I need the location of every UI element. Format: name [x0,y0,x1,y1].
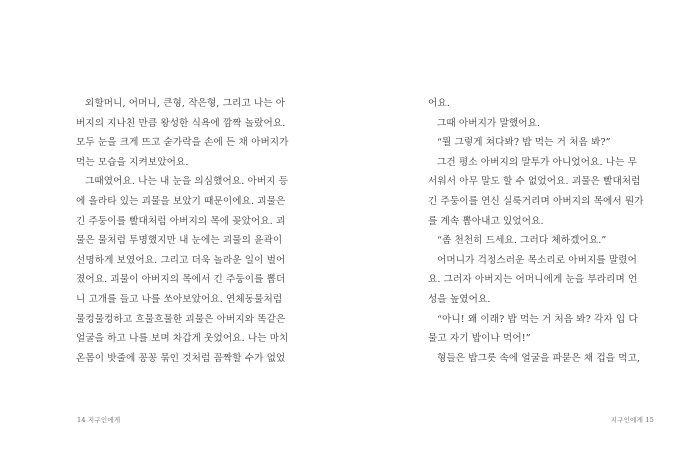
text-line: 긴 주둥이를 연신 실룩거리며 아버지의 목에서 뭔가 [428,195,644,207]
text-line: 어요. [428,98,450,109]
text-line: “아니! 왜 이래? 밥 먹는 거 처음 봐? 각자 입 다 [437,313,638,325]
right-page [350,0,700,461]
left-page-body [76,94,304,368]
right-page-body [428,94,656,368]
text-line: 성을 높였어요. [428,293,491,305]
text-line: 어머니가 걱정스러운 목소리로 아버지를 말렸어 [437,254,637,266]
text-line: 그때 아버지가 말했어요. [437,117,541,129]
text-line: 물고 자기 밥이나 먹어!” [428,333,531,345]
text-line: “좀 천천히 드세요. 그러다 체하겠어요.” [437,235,607,247]
text-line: 물은 물처럼 투명했지만 내 눈에는 괴물의 윤곽이 [76,235,283,247]
text-line: 서워서 아무 말도 할 수 없었어요. 괴물은 빨대처럼 [428,176,641,188]
text-line: 에 올라타 있는 괴물을 보았기 때문이에요. 괴물은 [76,195,286,207]
text-line: 외할머니, 어머니, 큰형, 작은형, 그리고 나는 아 [85,98,286,109]
text-line: 선명하게 보였어요. 그리고 더욱 놀라운 일이 벌어 [76,254,286,266]
text-line: 졌어요. 괴물이 아버지의 목에서 긴 주둥이를 뽑더 [76,274,286,286]
text-line: 물컹물컹하고 흐물흐물한 괴물은 아버지와 똑같은 [76,313,286,325]
text-line: 니 고개를 들고 나를 쏘아보았어요. 연체동물처럼 [76,293,283,305]
text-line: 요. 그러자 아버지는 어머니에게 눈을 부라리며 언 [428,274,638,286]
text-line: 모두 눈을 크게 뜨고 숟가락을 손에 든 채 아버지가 [76,137,289,149]
text-line: 그때였어요. 나는 내 눈을 의심했어요. 아버지 등 [85,176,289,188]
text-line: 긴 주둥이를 빨대처럼 아버지의 목에 꽂았어요. 괴 [76,215,286,227]
left-page-folio: 14 지구인에게 [77,416,121,424]
text-line: 를 계속 뽑아내고 있었어요. [428,215,544,227]
text-line: 버지의 지나친 만큼 왕성한 식욕에 깜짝 놀랐어요. [76,117,286,129]
text-line: 온몸이 밧줄에 꽁꽁 묶인 것처럼 꼼짝할 수가 없었 [76,352,286,364]
text-line: 형들은 밥그릇 속에 얼굴을 파묻은 채 겁을 먹고, [437,352,641,364]
text-line: 얼굴을 하고 나를 보며 차갑게 웃었어요. 나는 마치 [76,333,289,345]
text-line: 먹는 모습을 지켜보았어요. [76,156,189,168]
right-page-folio: 지구인에게 15 [610,416,654,424]
text-line: “뭘 그렇게 쳐다봐? 밥 먹는 거 처음 봐?” [437,137,611,149]
text-line: 그건 평소 아버지의 말투가 아니었어요. 나는 무 [437,156,638,168]
